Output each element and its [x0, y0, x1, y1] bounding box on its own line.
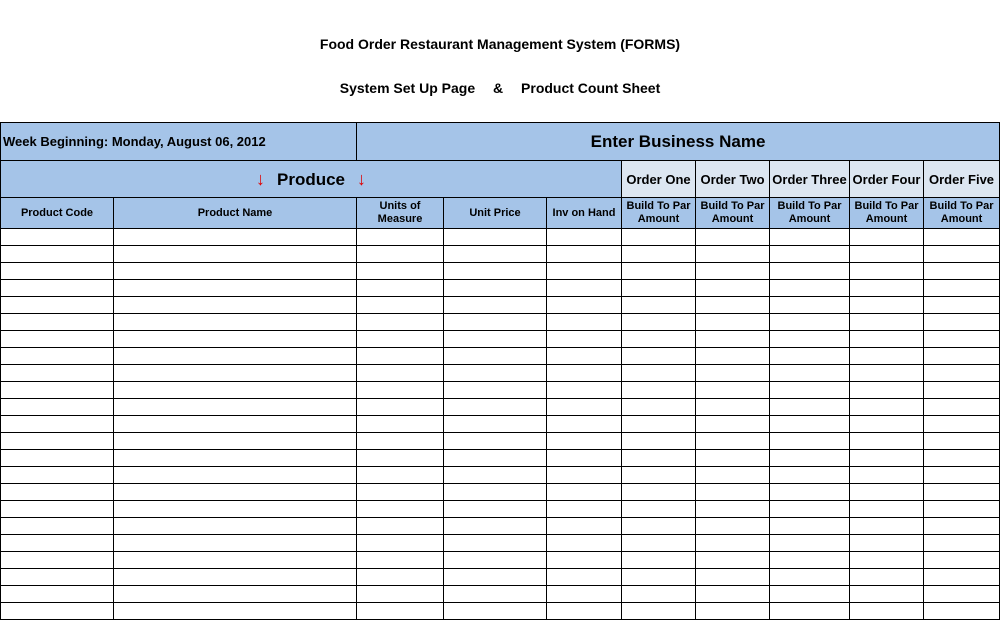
- cell-order-two[interactable]: [696, 518, 770, 535]
- table-row: [1, 246, 1000, 263]
- cell-order-five[interactable]: [924, 416, 1000, 433]
- cell-product-code[interactable]: [1, 535, 114, 552]
- cell-order-five[interactable]: [924, 569, 1000, 586]
- category-produce-cell: [1, 161, 622, 198]
- cell-order-five[interactable]: [924, 246, 1000, 263]
- col-header-units-of-measure: Units of Measure: [357, 198, 444, 229]
- cell-order-two[interactable]: [696, 365, 770, 382]
- cell-order-five[interactable]: [924, 331, 1000, 348]
- cell-order-two[interactable]: [696, 484, 770, 501]
- cell-units-of-measure[interactable]: [357, 280, 444, 297]
- cell-order-four[interactable]: [850, 433, 924, 450]
- cell-order-four[interactable]: [850, 484, 924, 501]
- cell-units-of-measure[interactable]: [357, 603, 444, 620]
- table-row: [1, 450, 1000, 467]
- cell-order-one[interactable]: [622, 484, 696, 501]
- cell-product-code[interactable]: [1, 229, 114, 246]
- cell-product-code[interactable]: [1, 348, 114, 365]
- table-row: [1, 535, 1000, 552]
- cell-order-one[interactable]: [622, 348, 696, 365]
- table-row: [1, 484, 1000, 501]
- cell-unit-price[interactable]: [444, 263, 547, 280]
- cell-product-name[interactable]: [114, 416, 357, 433]
- cell-inv-on-hand[interactable]: [547, 280, 622, 297]
- table-row: [1, 399, 1000, 416]
- cell-order-three[interactable]: [770, 314, 850, 331]
- cell-units-of-measure[interactable]: [357, 416, 444, 433]
- cell-order-three[interactable]: [770, 246, 850, 263]
- cell-order-three[interactable]: [770, 229, 850, 246]
- table-row: [1, 365, 1000, 382]
- cell-order-five[interactable]: [924, 348, 1000, 365]
- table-row: [1, 229, 1000, 246]
- down-arrow-icon: ↓: [357, 168, 367, 189]
- cell-order-three[interactable]: [770, 382, 850, 399]
- cell-order-one[interactable]: [622, 229, 696, 246]
- cell-product-name[interactable]: [114, 501, 357, 518]
- cell-order-four[interactable]: [850, 450, 924, 467]
- cell-units-of-measure[interactable]: [357, 229, 444, 246]
- cell-product-name[interactable]: [114, 229, 357, 246]
- cell-order-five[interactable]: [924, 263, 1000, 280]
- cell-order-five[interactable]: [924, 586, 1000, 603]
- cell-units-of-measure[interactable]: [357, 399, 444, 416]
- cell-order-four[interactable]: [850, 365, 924, 382]
- cell-order-one[interactable]: [622, 297, 696, 314]
- cell-inv-on-hand[interactable]: [547, 569, 622, 586]
- cell-order-two[interactable]: [696, 382, 770, 399]
- cell-order-four[interactable]: [850, 552, 924, 569]
- cell-order-four[interactable]: [850, 229, 924, 246]
- table-row: [1, 314, 1000, 331]
- cell-inv-on-hand[interactable]: [547, 314, 622, 331]
- cell-product-code[interactable]: [1, 484, 114, 501]
- cell-product-code[interactable]: [1, 365, 114, 382]
- order-three-header: Order Three: [770, 161, 850, 198]
- cell-inv-on-hand[interactable]: [547, 382, 622, 399]
- cell-unit-price[interactable]: [444, 535, 547, 552]
- cell-order-five[interactable]: [924, 365, 1000, 382]
- cell-order-five[interactable]: [924, 501, 1000, 518]
- cell-units-of-measure[interactable]: [357, 467, 444, 484]
- cell-product-code[interactable]: [1, 450, 114, 467]
- cell-order-two[interactable]: [696, 263, 770, 280]
- cell-units-of-measure[interactable]: [357, 433, 444, 450]
- cell-product-name[interactable]: [114, 280, 357, 297]
- cell-product-name[interactable]: [114, 246, 357, 263]
- cell-unit-price[interactable]: [444, 433, 547, 450]
- order-five-header: Order Five: [924, 161, 1000, 198]
- cell-product-code[interactable]: [1, 399, 114, 416]
- cell-order-three[interactable]: [770, 603, 850, 620]
- table-row: [1, 603, 1000, 620]
- cell-order-two[interactable]: [696, 535, 770, 552]
- cell-order-three[interactable]: [770, 399, 850, 416]
- category-label: Produce: [276, 169, 346, 189]
- table-row: [1, 297, 1000, 314]
- col-header-build-to-par-3: Build To Par Amount: [770, 198, 850, 229]
- cell-units-of-measure[interactable]: [357, 246, 444, 263]
- col-header-product-code: Product Code: [1, 198, 114, 229]
- cell-inv-on-hand[interactable]: [547, 586, 622, 603]
- cell-order-one[interactable]: [622, 314, 696, 331]
- table-row: [1, 348, 1000, 365]
- cell-unit-price[interactable]: [444, 603, 547, 620]
- cell-inv-on-hand[interactable]: [547, 229, 622, 246]
- col-header-build-to-par-5: Build To Par Amount: [924, 198, 1000, 229]
- cell-product-code[interactable]: [1, 569, 114, 586]
- cell-order-four[interactable]: [850, 569, 924, 586]
- cell-order-three[interactable]: [770, 450, 850, 467]
- cell-unit-price[interactable]: [444, 399, 547, 416]
- cell-order-three[interactable]: [770, 569, 850, 586]
- cell-order-one[interactable]: [622, 467, 696, 484]
- cell-product-name[interactable]: [114, 382, 357, 399]
- cell-units-of-measure[interactable]: [357, 569, 444, 586]
- cell-unit-price[interactable]: [444, 586, 547, 603]
- cell-order-three[interactable]: [770, 297, 850, 314]
- cell-units-of-measure[interactable]: [357, 297, 444, 314]
- order-one-header: Order One: [622, 161, 696, 198]
- cell-order-two[interactable]: [696, 501, 770, 518]
- cell-product-name[interactable]: [114, 331, 357, 348]
- cell-unit-price[interactable]: [444, 297, 547, 314]
- cell-order-two[interactable]: [696, 450, 770, 467]
- table-row: [1, 586, 1000, 603]
- cell-inv-on-hand[interactable]: [547, 365, 622, 382]
- cell-order-one[interactable]: [622, 365, 696, 382]
- cell-product-name[interactable]: [114, 603, 357, 620]
- cell-units-of-measure[interactable]: [357, 314, 444, 331]
- table-row: [1, 433, 1000, 450]
- cell-order-two[interactable]: [696, 229, 770, 246]
- cell-product-code[interactable]: [1, 331, 114, 348]
- cell-order-four[interactable]: [850, 467, 924, 484]
- cell-units-of-measure[interactable]: [357, 518, 444, 535]
- cell-order-four[interactable]: [850, 348, 924, 365]
- cell-order-four[interactable]: [850, 399, 924, 416]
- cell-product-code[interactable]: [1, 382, 114, 399]
- table-row: [1, 280, 1000, 297]
- cell-order-three[interactable]: [770, 467, 850, 484]
- cell-order-three[interactable]: [770, 501, 850, 518]
- cell-unit-price[interactable]: [444, 416, 547, 433]
- cell-product-name[interactable]: [114, 314, 357, 331]
- cell-order-two[interactable]: [696, 467, 770, 484]
- cell-inv-on-hand[interactable]: [547, 450, 622, 467]
- cell-order-two[interactable]: [696, 280, 770, 297]
- cell-order-three[interactable]: [770, 331, 850, 348]
- cell-unit-price[interactable]: [444, 331, 547, 348]
- cell-product-code[interactable]: [1, 603, 114, 620]
- subtitle-ampersand: &: [493, 80, 504, 96]
- cell-order-one[interactable]: [622, 263, 696, 280]
- cell-order-four[interactable]: [850, 416, 924, 433]
- cell-order-two[interactable]: [696, 552, 770, 569]
- cell-product-code[interactable]: [1, 297, 114, 314]
- cell-inv-on-hand[interactable]: [547, 518, 622, 535]
- subtitle-count-sheet: Product Count Sheet: [521, 80, 661, 96]
- cell-unit-price[interactable]: [444, 569, 547, 586]
- cell-order-five[interactable]: [924, 382, 1000, 399]
- cell-order-two[interactable]: [696, 569, 770, 586]
- cell-order-two[interactable]: [696, 314, 770, 331]
- table-row: [1, 467, 1000, 484]
- table-row: [1, 569, 1000, 586]
- cell-order-four[interactable]: [850, 535, 924, 552]
- cell-order-one[interactable]: [622, 603, 696, 620]
- cell-order-two[interactable]: [696, 399, 770, 416]
- cell-product-name[interactable]: [114, 399, 357, 416]
- cell-unit-price[interactable]: [444, 246, 547, 263]
- cell-order-three[interactable]: [770, 280, 850, 297]
- cell-order-three[interactable]: [770, 348, 850, 365]
- week-beginning-value: Monday, August 06, 2012: [111, 134, 266, 149]
- cell-order-five[interactable]: [924, 399, 1000, 416]
- col-header-build-to-par-1: Build To Par Amount: [622, 198, 696, 229]
- cell-order-one[interactable]: [622, 382, 696, 399]
- cell-order-two[interactable]: [696, 586, 770, 603]
- cell-inv-on-hand[interactable]: [547, 467, 622, 484]
- cell-product-code[interactable]: [1, 501, 114, 518]
- cell-order-five[interactable]: [924, 229, 1000, 246]
- cell-product-name[interactable]: [114, 586, 357, 603]
- cell-order-three[interactable]: [770, 535, 850, 552]
- cell-order-five[interactable]: [924, 280, 1000, 297]
- cell-order-five[interactable]: [924, 433, 1000, 450]
- cell-product-name[interactable]: [114, 552, 357, 569]
- cell-order-five[interactable]: [924, 484, 1000, 501]
- table-row: [1, 263, 1000, 280]
- cell-unit-price[interactable]: [444, 501, 547, 518]
- cell-unit-price[interactable]: [444, 484, 547, 501]
- cell-product-name[interactable]: [114, 467, 357, 484]
- cell-order-one[interactable]: [622, 450, 696, 467]
- cell-unit-price[interactable]: [444, 314, 547, 331]
- cell-order-three[interactable]: [770, 484, 850, 501]
- table-row: [1, 501, 1000, 518]
- table-row: [1, 416, 1000, 433]
- cell-product-name[interactable]: [114, 297, 357, 314]
- subtitle-setup-page: System Set Up Page: [339, 80, 476, 96]
- cell-order-two[interactable]: [696, 246, 770, 263]
- cell-units-of-measure[interactable]: [357, 365, 444, 382]
- cell-order-two[interactable]: [696, 416, 770, 433]
- cell-unit-price[interactable]: [444, 382, 547, 399]
- cell-order-five[interactable]: [924, 535, 1000, 552]
- cell-product-code[interactable]: [1, 280, 114, 297]
- cell-order-one[interactable]: [622, 331, 696, 348]
- cell-order-three[interactable]: [770, 416, 850, 433]
- cell-unit-price[interactable]: [444, 467, 547, 484]
- cell-order-one[interactable]: [622, 433, 696, 450]
- cell-order-one[interactable]: [622, 416, 696, 433]
- cell-order-four[interactable]: [850, 331, 924, 348]
- cell-inv-on-hand[interactable]: [547, 552, 622, 569]
- cell-order-five[interactable]: [924, 603, 1000, 620]
- order-two-header: Order Two: [696, 161, 770, 198]
- cell-order-one[interactable]: [622, 246, 696, 263]
- cell-unit-price[interactable]: [444, 365, 547, 382]
- col-header-build-to-par-4: Build To Par Amount: [850, 198, 924, 229]
- cell-units-of-measure[interactable]: [357, 331, 444, 348]
- cell-product-name[interactable]: [114, 535, 357, 552]
- cell-order-five[interactable]: [924, 450, 1000, 467]
- cell-product-code[interactable]: [1, 416, 114, 433]
- cell-order-four[interactable]: [850, 603, 924, 620]
- cell-unit-price[interactable]: [444, 552, 547, 569]
- cell-order-one[interactable]: [622, 518, 696, 535]
- cell-order-four[interactable]: [850, 314, 924, 331]
- col-header-build-to-par-2: Build To Par Amount: [696, 198, 770, 229]
- cell-product-code[interactable]: [1, 263, 114, 280]
- cell-inv-on-hand[interactable]: [547, 331, 622, 348]
- cell-product-code[interactable]: [1, 518, 114, 535]
- cell-product-code[interactable]: [1, 586, 114, 603]
- cell-inv-on-hand[interactable]: [547, 246, 622, 263]
- col-header-inv-on-hand: Inv on Hand: [547, 198, 622, 229]
- cell-order-one[interactable]: [622, 399, 696, 416]
- table-row: [1, 518, 1000, 535]
- cell-product-name[interactable]: [114, 348, 357, 365]
- cell-product-name[interactable]: [114, 450, 357, 467]
- cell-product-name[interactable]: [114, 263, 357, 280]
- cell-units-of-measure[interactable]: [357, 586, 444, 603]
- cell-order-one[interactable]: [622, 280, 696, 297]
- cell-inv-on-hand[interactable]: [547, 484, 622, 501]
- cell-order-one[interactable]: [622, 586, 696, 603]
- cell-unit-price[interactable]: [444, 229, 547, 246]
- cell-product-code[interactable]: [1, 552, 114, 569]
- week-beginning-cell[interactable]: [1, 123, 357, 161]
- col-header-product-name: Product Name: [114, 198, 357, 229]
- cell-order-three[interactable]: [770, 433, 850, 450]
- week-beginning-label: Week Beginning:: [3, 134, 109, 149]
- cell-order-three[interactable]: [770, 552, 850, 569]
- cell-units-of-measure[interactable]: [357, 382, 444, 399]
- cell-units-of-measure[interactable]: [357, 484, 444, 501]
- cell-order-four[interactable]: [850, 263, 924, 280]
- cell-unit-price[interactable]: [444, 450, 547, 467]
- cell-order-three[interactable]: [770, 518, 850, 535]
- table-row: [1, 331, 1000, 348]
- page-subtitle: [0, 80, 1000, 96]
- cell-product-name[interactable]: [114, 484, 357, 501]
- cell-order-four[interactable]: [850, 501, 924, 518]
- cell-order-two[interactable]: [696, 348, 770, 365]
- cell-order-three[interactable]: [770, 365, 850, 382]
- cell-product-code[interactable]: [1, 314, 114, 331]
- cell-order-four[interactable]: [850, 586, 924, 603]
- cell-unit-price[interactable]: [444, 518, 547, 535]
- cell-order-three[interactable]: [770, 586, 850, 603]
- cell-product-code[interactable]: [1, 467, 114, 484]
- cell-inv-on-hand[interactable]: [547, 416, 622, 433]
- cell-product-name[interactable]: [114, 365, 357, 382]
- cell-product-name[interactable]: [114, 518, 357, 535]
- cell-units-of-measure[interactable]: [357, 501, 444, 518]
- cell-product-code[interactable]: [1, 433, 114, 450]
- page-title: Food Order Restaurant Management System (FORMS): [319, 36, 681, 52]
- cell-order-four[interactable]: [850, 382, 924, 399]
- cell-order-four[interactable]: [850, 246, 924, 263]
- col-header-unit-price: Unit Price: [444, 198, 547, 229]
- cell-units-of-measure[interactable]: [357, 348, 444, 365]
- cell-order-four[interactable]: [850, 280, 924, 297]
- cell-unit-price[interactable]: [444, 348, 547, 365]
- cell-units-of-measure[interactable]: [357, 450, 444, 467]
- cell-order-two[interactable]: [696, 603, 770, 620]
- cell-order-five[interactable]: [924, 467, 1000, 484]
- cell-inv-on-hand[interactable]: [547, 399, 622, 416]
- cell-inv-on-hand[interactable]: [547, 263, 622, 280]
- cell-order-one[interactable]: [622, 535, 696, 552]
- cell-units-of-measure[interactable]: [357, 263, 444, 280]
- cell-units-of-measure[interactable]: [357, 552, 444, 569]
- cell-unit-price[interactable]: [444, 280, 547, 297]
- down-arrow-icon: ↓: [255, 168, 265, 189]
- cell-order-two[interactable]: [696, 331, 770, 348]
- cell-order-five[interactable]: [924, 518, 1000, 535]
- cell-order-four[interactable]: [850, 297, 924, 314]
- count-sheet-table: [0, 122, 1000, 620]
- cell-units-of-measure[interactable]: [357, 535, 444, 552]
- cell-inv-on-hand[interactable]: [547, 348, 622, 365]
- cell-inv-on-hand[interactable]: [547, 535, 622, 552]
- cell-order-two[interactable]: [696, 297, 770, 314]
- cell-order-one[interactable]: [622, 569, 696, 586]
- cell-order-three[interactable]: [770, 263, 850, 280]
- cell-order-five[interactable]: [924, 297, 1000, 314]
- cell-inv-on-hand[interactable]: [547, 501, 622, 518]
- business-name-cell[interactable]: Enter Business Name: [357, 123, 1000, 161]
- table-row: [1, 552, 1000, 569]
- cell-product-name[interactable]: [114, 569, 357, 586]
- cell-product-name[interactable]: [114, 433, 357, 450]
- cell-order-five[interactable]: [924, 314, 1000, 331]
- cell-order-one[interactable]: [622, 552, 696, 569]
- cell-order-four[interactable]: [850, 518, 924, 535]
- cell-inv-on-hand[interactable]: [547, 603, 622, 620]
- cell-order-one[interactable]: [622, 501, 696, 518]
- order-four-header: Order Four: [850, 161, 924, 198]
- cell-inv-on-hand[interactable]: [547, 433, 622, 450]
- cell-inv-on-hand[interactable]: [547, 297, 622, 314]
- cell-order-two[interactable]: [696, 433, 770, 450]
- cell-order-five[interactable]: [924, 552, 1000, 569]
- cell-product-code[interactable]: [1, 246, 114, 263]
- table-row: [1, 382, 1000, 399]
